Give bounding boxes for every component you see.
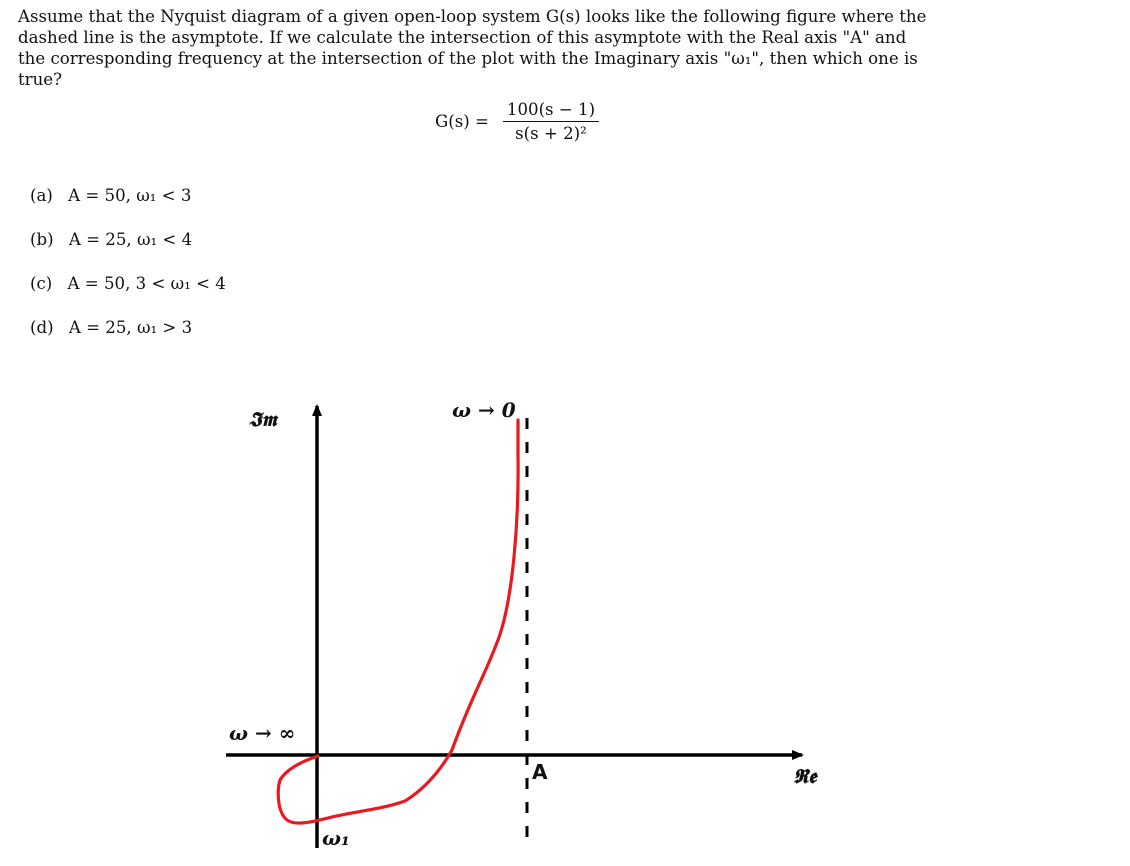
question-line-1: Assume that the Nyquist diagram of a given open-loop system G(s) looks like the following figure where the xyxy=(18,7,927,26)
option-b-text: A = 25, ω₁ < 4 xyxy=(68,230,193,249)
option-a-text: A = 50, ω₁ < 3 xyxy=(68,186,192,205)
option-d-text: A = 25, ω₁ > 3 xyxy=(68,318,193,337)
asymptote-point-label: A xyxy=(532,760,548,784)
formula-denominator: s(s + 2)² xyxy=(515,124,587,143)
omega-zero-label: ω → 0 xyxy=(452,398,516,422)
option-b-tag: (b) xyxy=(30,230,54,249)
option-c-text: A = 50, 3 < ω₁ < 4 xyxy=(67,274,226,293)
formula-lhs: G(s) = xyxy=(435,112,489,131)
option-c-tag: (c) xyxy=(30,274,53,293)
omega-one-label: ω₁ xyxy=(322,826,350,850)
re-axis-label: 𝕽𝖊 xyxy=(793,764,817,788)
formula-numerator: 100(s − 1) xyxy=(503,100,599,122)
option-a-tag: (a) xyxy=(30,186,53,205)
question-line-2: dashed line is the asymptote. If we calculate the intersection of this asymptote with the Real axis "A" and xyxy=(18,28,907,47)
nyquist-curve xyxy=(278,420,518,823)
omega-infinity-label: ω → ∞ xyxy=(229,721,296,745)
question-line-4: true? xyxy=(18,70,63,89)
option-d-tag: (d) xyxy=(30,318,54,337)
question-line-3: the corresponding frequency at the intersection of the plot with the Imaginary axis "ω₁", then which one is xyxy=(18,49,918,68)
im-axis-label: 𝕴𝖒 xyxy=(249,407,277,431)
